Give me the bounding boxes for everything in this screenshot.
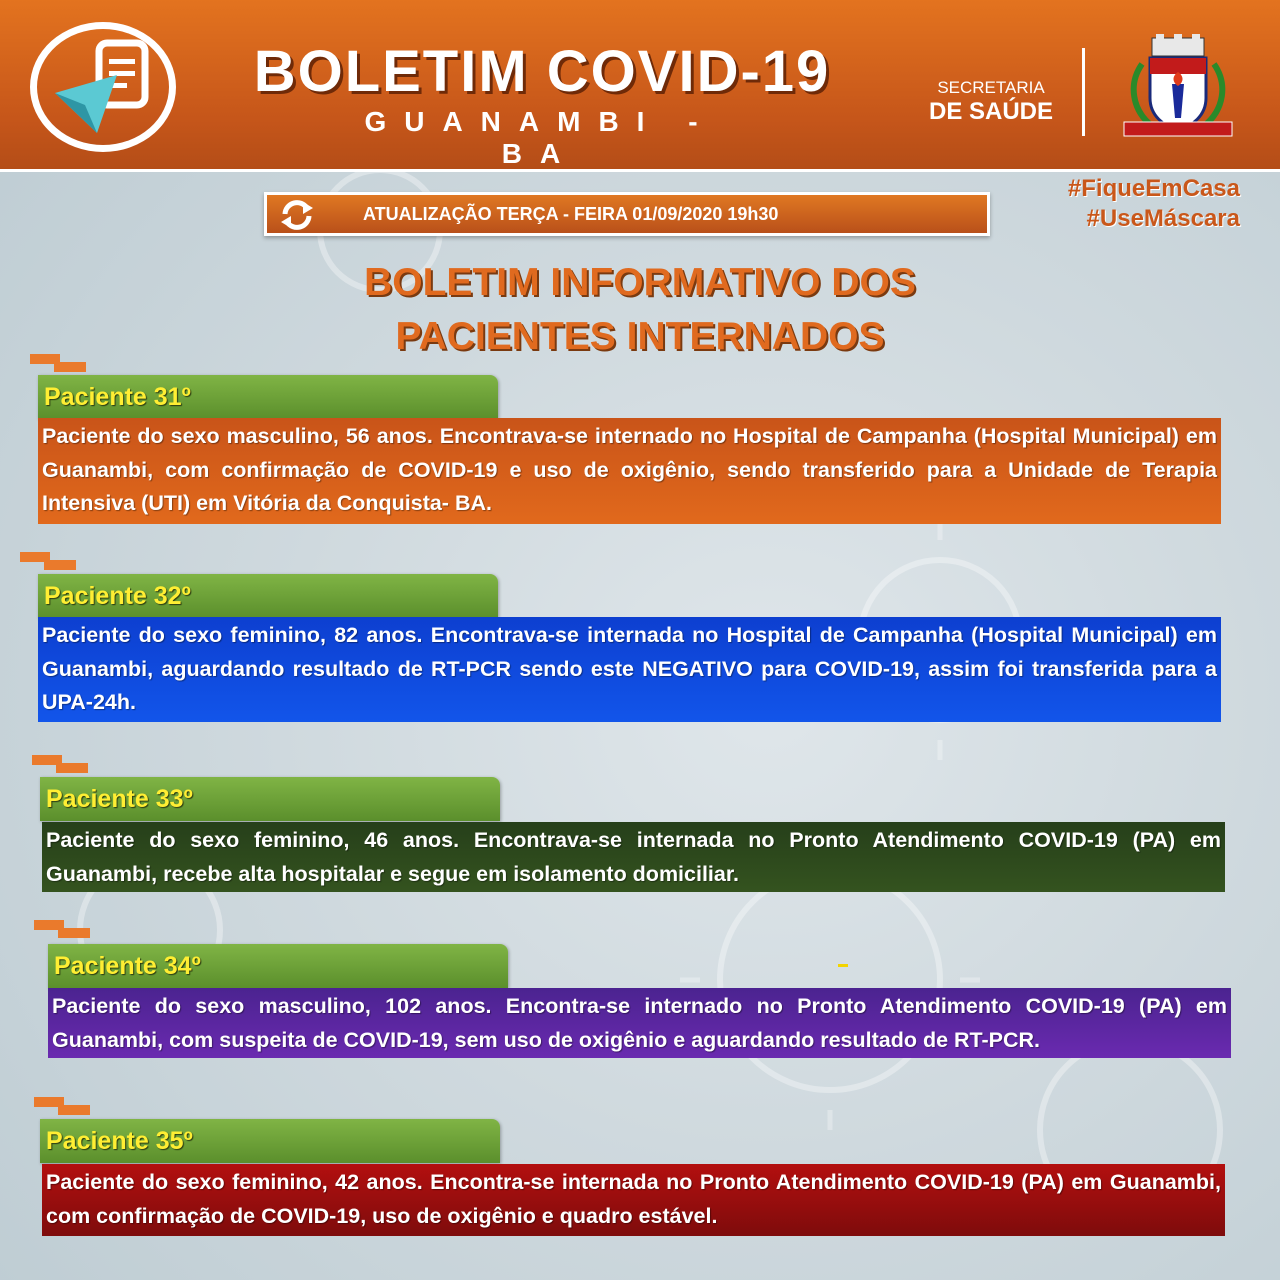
patient-description-32: Paciente do sexo feminino, 82 anos. Encontrava-se internada no Hospital de Campanha (Hospital Municipal) em Guanambi, aguardando resultado de RT-PCR sendo este NEGATIVO para COVID-19, assim foi transferida para a UPA-24h. (38, 617, 1221, 722)
patient-description-31: Paciente do sexo masculino, 56 anos. Encontrava-se internado no Hospital de Campanha (Hospital Municipal) em Guanambi, com confirmação de COVID-19 e uso de oxigênio, sendo transferido para a Unidade de Terapia Intensiva (UTI) em Vitória da Conquista- BA. (38, 418, 1221, 524)
patient-description-33: Paciente do sexo feminino, 46 anos. Encontrava-se internada no Pronto Atendimento COVID-19 (PA) em Guanambi, recebe alta hospitalar e segue em isolamento domiciliar. (42, 822, 1225, 892)
main-heading-line-2: PACIENTES INTERNADOS (395, 315, 885, 358)
document-paperplane-icon (30, 22, 176, 152)
header-divider (1082, 48, 1085, 136)
decorative-dash (838, 964, 848, 967)
card-decoration (34, 1097, 90, 1117)
card-decoration (20, 552, 76, 572)
main-heading-line-1: BOLETIM INFORMATIVO DOS (364, 261, 916, 304)
header-banner (0, 0, 1280, 172)
patient-description-34: Paciente do sexo masculino, 102 anos. Encontra-se internado no Pronto Atendimento COVID-19 (PA) em Guanambi, com suspeita de COVID-19, sem uso de oxigênio e aguardando resultado de RT-PCR. (48, 988, 1231, 1058)
patient-tab-31 (38, 375, 498, 419)
secretaria-label: SECRETARIA (937, 78, 1045, 97)
patient-label: Paciente 35º (46, 1127, 193, 1155)
card-decoration (34, 920, 90, 940)
patient-label: Paciente 31º (44, 383, 191, 411)
hashtags (1050, 174, 1240, 234)
hashtag-fique-em-casa: #FiqueEmCasa (1067, 175, 1240, 202)
main-heading (240, 256, 1040, 364)
refresh-icon (277, 198, 317, 232)
patient-tab-33 (40, 777, 500, 821)
patient-label: Paciente 33º (46, 785, 193, 813)
card-decoration (32, 755, 88, 775)
patient-description-35: Paciente do sexo feminino, 42 anos. Encontra-se internada no Pronto Atendimento COVID-19 (PA) em Guanambi, com confirmação de COVID-19, uso de oxigênio e quadro estável. (42, 1164, 1225, 1236)
patient-label: Paciente 32º (44, 582, 191, 610)
update-text: ATUALIZAÇÃO TERÇA - FEIRA 01/09/2020 19h30 (363, 204, 779, 224)
page-subtitle: GUANAMBI - BA (364, 106, 716, 169)
update-banner (264, 192, 990, 236)
patient-tab-32 (38, 574, 498, 618)
saude-label: DE SAÚDE (928, 98, 1054, 125)
patient-tab-35 (40, 1119, 500, 1163)
municipal-crest-icon (1116, 34, 1240, 138)
page-title: BOLETIM COVID-19 (253, 39, 831, 104)
hashtag-use-mascara: #UseMáscara (1086, 205, 1240, 232)
patient-label: Paciente 34º (54, 952, 201, 980)
card-decoration (30, 354, 86, 374)
patient-tab-34 (48, 944, 508, 988)
